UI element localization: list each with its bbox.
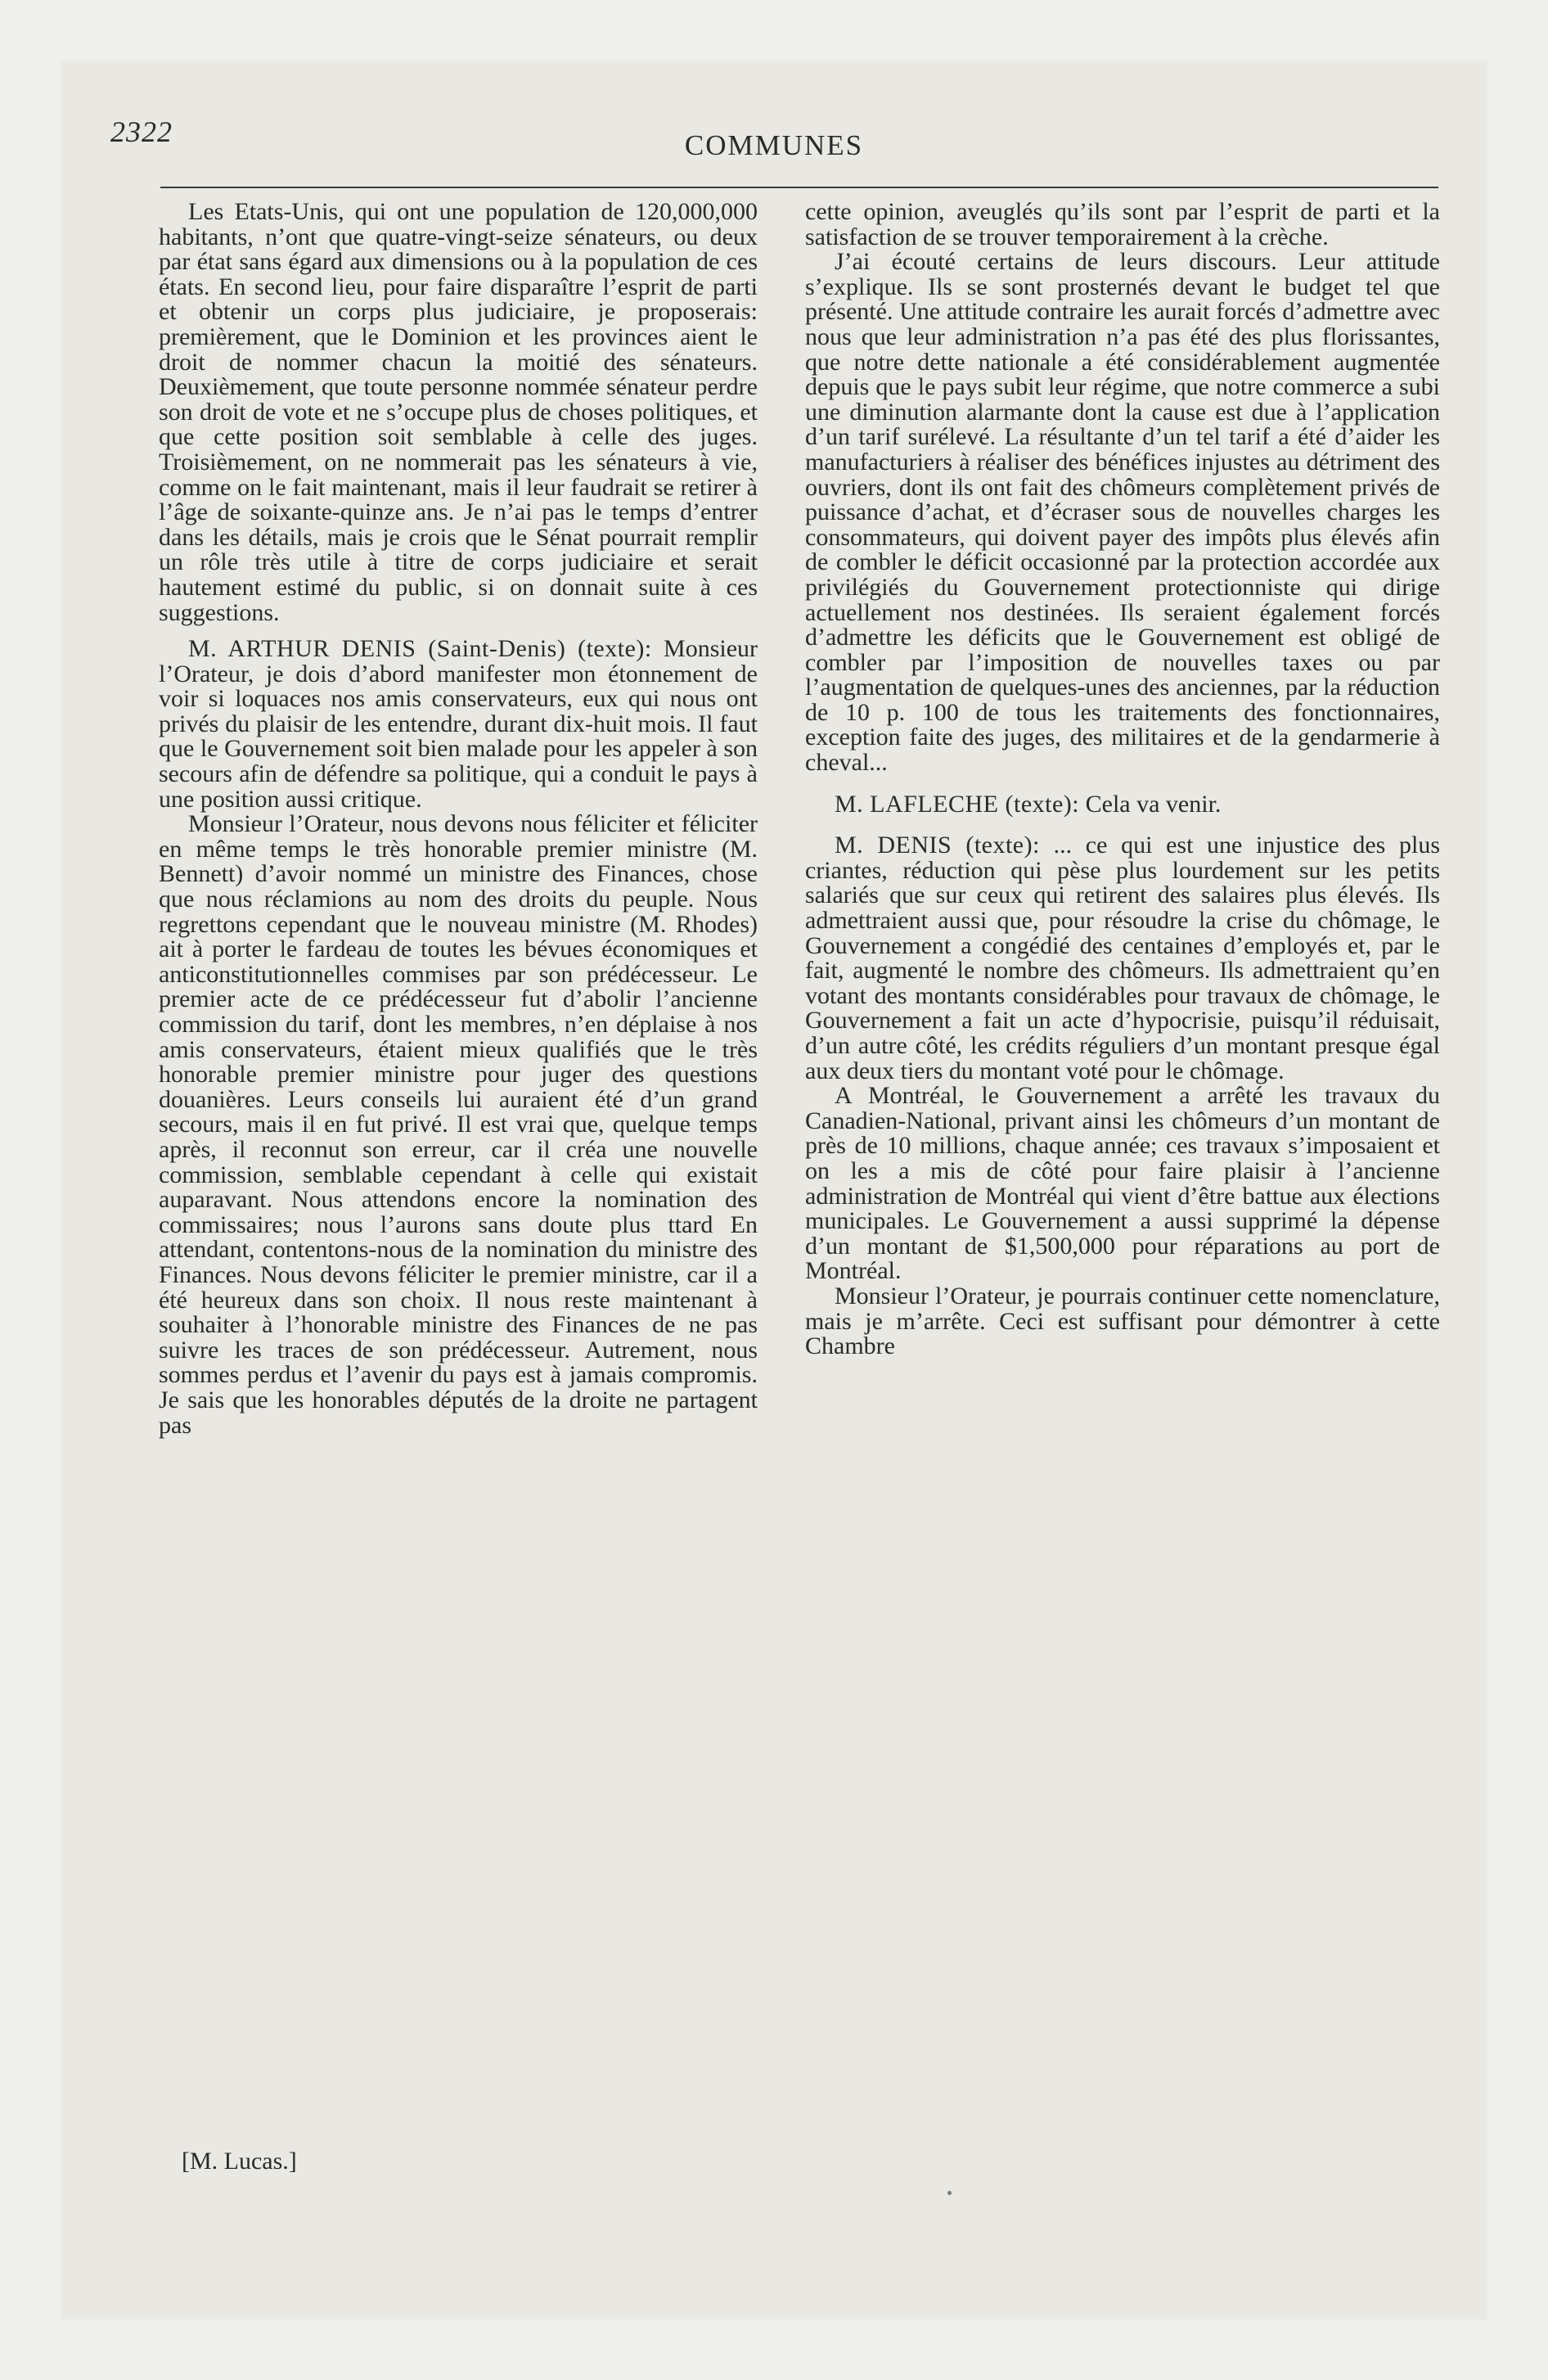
- right-paragraph-2: J’ai écouté certains de leurs discours. Leur attitude s’explique. Ils se sont prosternés devant le budget tel que présenté. Une attitude contraire les aurait forcés d’admettre avec nous que leur administration n’a pas été des plus florissantes, que notre dette nationale a été considérablement augmentée depuis que le pays subit leur régime, que notre commerce a subi une diminution alarmante dont la cause est due à l’application d’un tarif surélevé. La résultante d’un tel tarif a été d’aider les manufacturiers à réaliser des bénéfices injustes au détriment des ouvriers, dont ils ont fait des chômeurs complètement privés de puissance d’achat, et d’écraser sous de nouvelles charges les consommateurs, qui doivent payer des impôts plus élevés afin de combler le déficit occasionné par la protection accordée aux privilégiés du Gouvernement protectionniste qui dirige actuellement nos destinées. Ils seraient également forcés d’admettre les déficits que le Gouvernement est obligé de combler par l’imposition de nouvelles taxes ou par l’augmentation de quelques-unes des anciennes, par la réduction de 10 p. 100 de tous les traitements des fonctionnaires, exception faite des juges, des militaires et de la gendarmerie à cheval...: [805, 248, 1440, 777]
- left-paragraph-2-text: Monsieur l’Orateur, je dois d’abord manifester mon étonnement de voir si loquaces nos amis conservateurs, eux qui nous ont privés du plaisir de les entendre, durant dix-huit mois. Il faut que le Gouvernement soit bien malade pour les appeler à son secours afin de défendre sa politique, qui a conduit le pays à une position aussi critique.: [159, 635, 758, 813]
- right-paragraph-3-text: Cela va venir.: [1085, 790, 1222, 818]
- speaker-note: [M. Lucas.]: [182, 2148, 297, 2175]
- right-paragraph-6: Monsieur l’Orateur, je pourrais continuer cette nomenclature, mais je m’arrête. Ceci est suffisant pour démontrer à cette Chambre: [805, 1282, 1440, 1360]
- speaker-denis: M. DENIS (texte):: [835, 832, 1040, 859]
- page-speck: [947, 2191, 952, 2195]
- left-paragraph-2: [159, 637, 758, 812]
- left-paragraph-1: Les Etats-Unis, qui ont une population de 120,000,000 habitants, n’ont que quatre-vingt-seize sénateurs, ou deux par état sans égard aux dimensions ou à la population de ces états. En second lieu, pour faire disparaître l’esprit de parti et obtenir un corps plus judiciaire, je proposerais: premièrement, que le Dominion et les provinces aient le droit de nommer chacun la moitié des sénateurs. Deuxièmement, que toute personne nommée sénateur perdre son droit de vote et ne s’occupe plus de choses politiques, et que cette position soit semblable à celle des juges. Troisièmement, on ne nommerait pas les sénateurs à vie, comme on le fait maintenant, mais il leur faudrait se retirer à l’âge de soixante-quinze ans. Je n’ai pas le temps d’entrer dans les détails, mais je crois que le Sénat pourrait remplir un rôle très utile à titre de corps judiciaire et serait hautement estimé du public, si on donnait suite à ces suggestions.: [159, 198, 758, 626]
- left-paragraph-3: Monsieur l’Orateur, nous devons nous féliciter et féliciter en même temps le très honorable premier ministre (M. Bennett) d’avoir nommé un ministre des Finances, chose que nous réclamions au nom des droits du peuple. Nous regrettons cependant que le nouveau ministre (M. Rhodes) ait à porter le fardeau de toutes les bévues économiques et anticonstitutionnelles commises par son prédécesseur. Le premier acte de ce prédécesseur fut d’abolir l’ancienne commission du tarif, dont les membres, n’en déplaise à nos amis conservateurs, étaient mieux qualifiés que le très honorable premier ministre pour juger des questions douanières. Leurs conseils lui auraient été d’un grand secours, mais il en fut privé. Il est vrai que, quelque temps après, il reconnut son erreur, car il créa une nouvelle commission, semblable cependant à celle qui existait auparavant. Nous attendons encore la nomination des commissaires; nous l’aurons sans doute plus ttard En attendant, contentons-nous de la nomination du ministre des Finances. Nous devons féliciter le premier ministre, car il a été heureux dans son choix. Il nous reste maintenant à souhaiter à l’honorable ministre des Finances de ne pas suivre les traces de son prédécesseur. Autrement, nous sommes perdus et l’avenir du pays est à jamais compromis. Je sais que les honorables députés de la droite ne partagent pas: [159, 810, 758, 1439]
- right-paragraph-4-text: ... ce qui est une injustice des plus criantes, réduction qui pèse plus lourdement sur les petits salariés que sur ceux qui retirent des salaires plus élevés. Ils admettraient aussi que, pour résoudre la crise du chômage, le Gouvernement a congédié des centaines d’employés et, par le fait, augmenté le nombre des chômeurs. Ils admettraient qu’en votant des montants considérables pour travaux de chômage, le Gouvernement a fait un acte d’hypocrisie, puisqu’il réduisait, d’un autre côté, les crédits réguliers d’un montant presque égal aux deux tiers du montant voté pour le chômage.: [805, 832, 1441, 1084]
- page-number: 2322: [110, 115, 173, 148]
- right-paragraph-4: [805, 833, 1440, 1084]
- right-column: [805, 200, 1440, 1359]
- speaker-lafleche: M. LAFLECHE (texte):: [835, 790, 1080, 818]
- speaker-denis-full: M. ARTHUR DENIS (Saint-Denis) (texte):: [188, 635, 652, 663]
- left-column: [159, 200, 758, 1438]
- right-paragraph-3: [805, 792, 1440, 818]
- running-head: COMMUNES: [684, 129, 864, 161]
- right-paragraph-5: A Montréal, le Gouvernement a arrêté les travaux du Canadien-National, privant ainsi les chômeurs d’un montant de près de 10 millions, chaque année; ces travaux s’imposaient et on les a mis de côté pour faire plaisir à l’ancienne administration de Montréal qui vient d’être battue aux élections municipales. Le Gouvernement a aussi supprimé la dépense d’un montant de $1,500,000 pour réparations au port de Montréal.: [805, 1082, 1440, 1285]
- header-rule: [160, 187, 1438, 188]
- right-paragraph-1: cette opinion, aveuglés qu’ils sont par l’esprit de parti et la satisfaction de se trouver temporairement à la crèche.: [805, 198, 1440, 250]
